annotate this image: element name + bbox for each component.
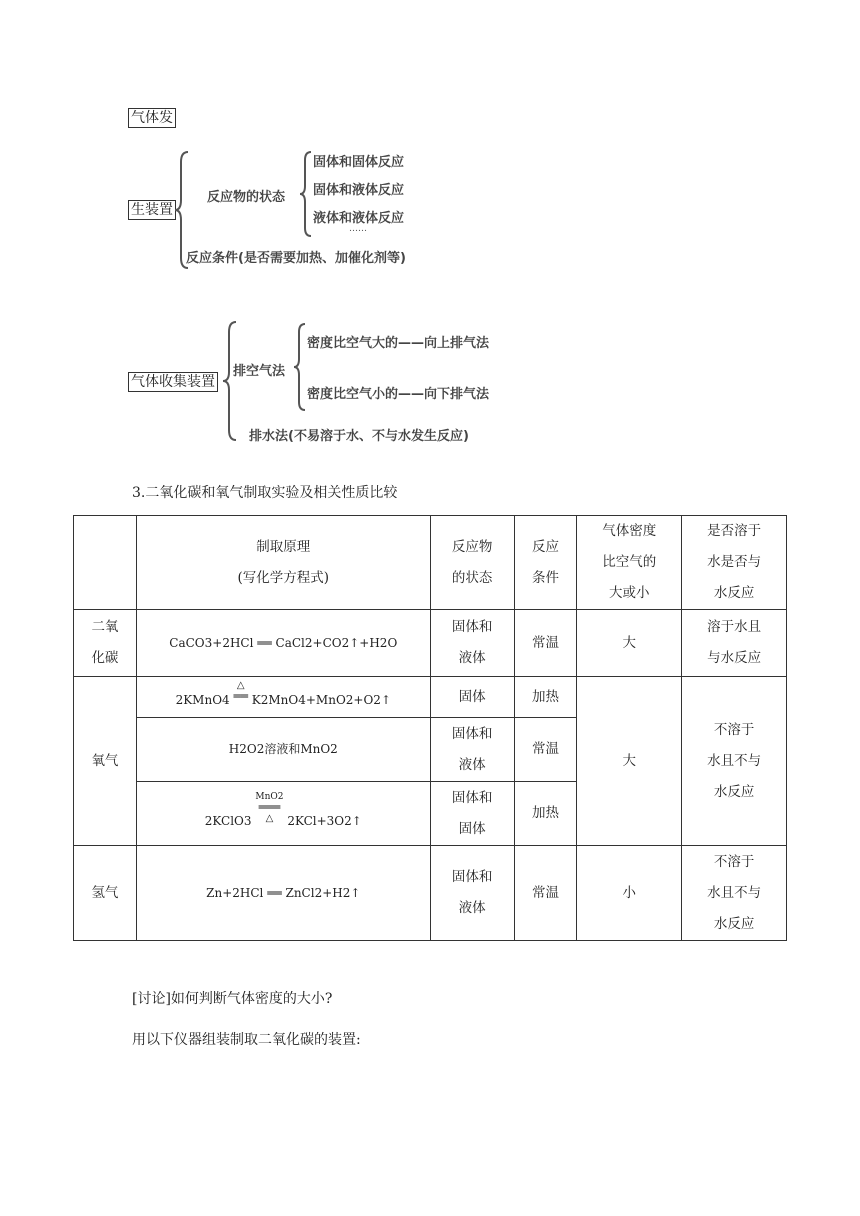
header-principle: 制取原理 (写化学方程式) — [136, 516, 430, 610]
co2-state: 固体和 液体 — [430, 610, 514, 677]
o2-r1-cond: △ — [236, 679, 245, 691]
co2-equation: CaCO3+2HCl ══ CaCl2+CO2↑+H2O — [136, 610, 430, 677]
diagram1-branch-condition: 反应条件(是否需要加热、加催化剂等) — [186, 251, 406, 266]
co2-condition: 常温 — [514, 610, 577, 677]
co2-eq-left: CaCO3+2HCl — [169, 635, 254, 650]
h2-state: 固体和 液体 — [430, 846, 514, 941]
h2-condition: 常温 — [514, 846, 577, 941]
table-header-row — [74, 516, 787, 610]
diagram1-label-top: 气体发 — [128, 108, 176, 128]
h2-density: 小 — [577, 846, 682, 941]
o2-r3-condition: 加热 — [514, 782, 577, 846]
h2-solubility: 不溶于 水且不与 水反应 — [682, 846, 787, 941]
o2-r1-equation: 2KMnO4 △ ══ K2MnO4+MnO2+O2↑ — [136, 677, 430, 718]
h2-equation: Zn+2HCl ══ ZnCl2+H2↑ — [136, 846, 430, 941]
o2-r3-cond: △ — [265, 813, 274, 824]
diagram1-state-brace — [299, 150, 313, 238]
table-row-co2 — [74, 610, 787, 677]
table-row-o2-1 — [74, 677, 787, 718]
diagram2-branch-air: 排空气法 — [233, 364, 286, 379]
diagram1-state-item-1: 固体和固体反应 — [313, 155, 405, 170]
o2-r1-state: 固体 — [430, 677, 514, 718]
o2-r2-state: 固体和 液体 — [430, 718, 514, 782]
diagram2-label: 气体收集装置 — [128, 372, 218, 392]
o2-r1-condition: 加热 — [514, 677, 577, 718]
header-state: 反应物 的状态 — [430, 516, 514, 610]
o2-r2-equation: H2O2溶液和MnO2 — [136, 718, 430, 782]
diagram2-air-item-2: 密度比空气小的——向下排气法 — [307, 387, 490, 402]
h2-name: 氢气 — [74, 846, 137, 941]
diagram1-state-item-3: 液体和液体反应 — [313, 211, 405, 226]
section-heading: 3.二氧化碳和氧气制取实验及相关性质比较 — [132, 485, 398, 501]
header-solubility: 是否溶于 水是否与 水反应 — [682, 516, 787, 610]
instruction-text: 用以下仪器组装制取二氧化碳的装置: — [132, 1032, 361, 1048]
header-condition: 反应 条件 — [514, 516, 577, 610]
diagram1-branch-state: 反应物的状态 — [207, 190, 286, 205]
o2-density: 大 — [577, 677, 682, 846]
discussion-text: [讨论]如何判断气体密度的大小? — [132, 991, 333, 1007]
o2-solubility: 不溶于 水且不与 水反应 — [682, 677, 787, 846]
comparison-table — [73, 515, 787, 941]
diagram1-label-bottom: 生装置 — [128, 200, 176, 220]
diagram2-air-item-1: 密度比空气大的——向上排气法 — [307, 336, 490, 351]
diagram1-ellipsis: …… — [349, 224, 367, 234]
o2-r3-catalyst: MnO2 — [255, 792, 284, 802]
diagram2-main-brace — [222, 320, 238, 442]
diagram2-air-brace — [293, 322, 307, 412]
diagram2-branch-water: 排水法(不易溶于水、不与水发生反应) — [249, 429, 469, 444]
diagram1-state-item-2: 固体和液体反应 — [313, 183, 405, 198]
o2-r3-state: 固体和 固体 — [430, 782, 514, 846]
o2-name: 氧气 — [74, 677, 137, 846]
table-row-h2 — [74, 846, 787, 941]
o2-r2-condition: 常温 — [514, 718, 577, 782]
o2-r3-equation: 2KClO3 MnO2 ═══ △ 2KCl+3O2↑ — [136, 782, 430, 846]
co2-name: 二氧 化碳 — [74, 610, 137, 677]
co2-solubility: 溶于水且 与水反应 — [682, 610, 787, 677]
co2-density: 大 — [577, 610, 682, 677]
header-blank — [74, 516, 137, 610]
co2-eq-right: CaCl2+CO2↑+H2O — [275, 635, 398, 650]
header-density: 气体密度 比空气的 大或小 — [577, 516, 682, 610]
